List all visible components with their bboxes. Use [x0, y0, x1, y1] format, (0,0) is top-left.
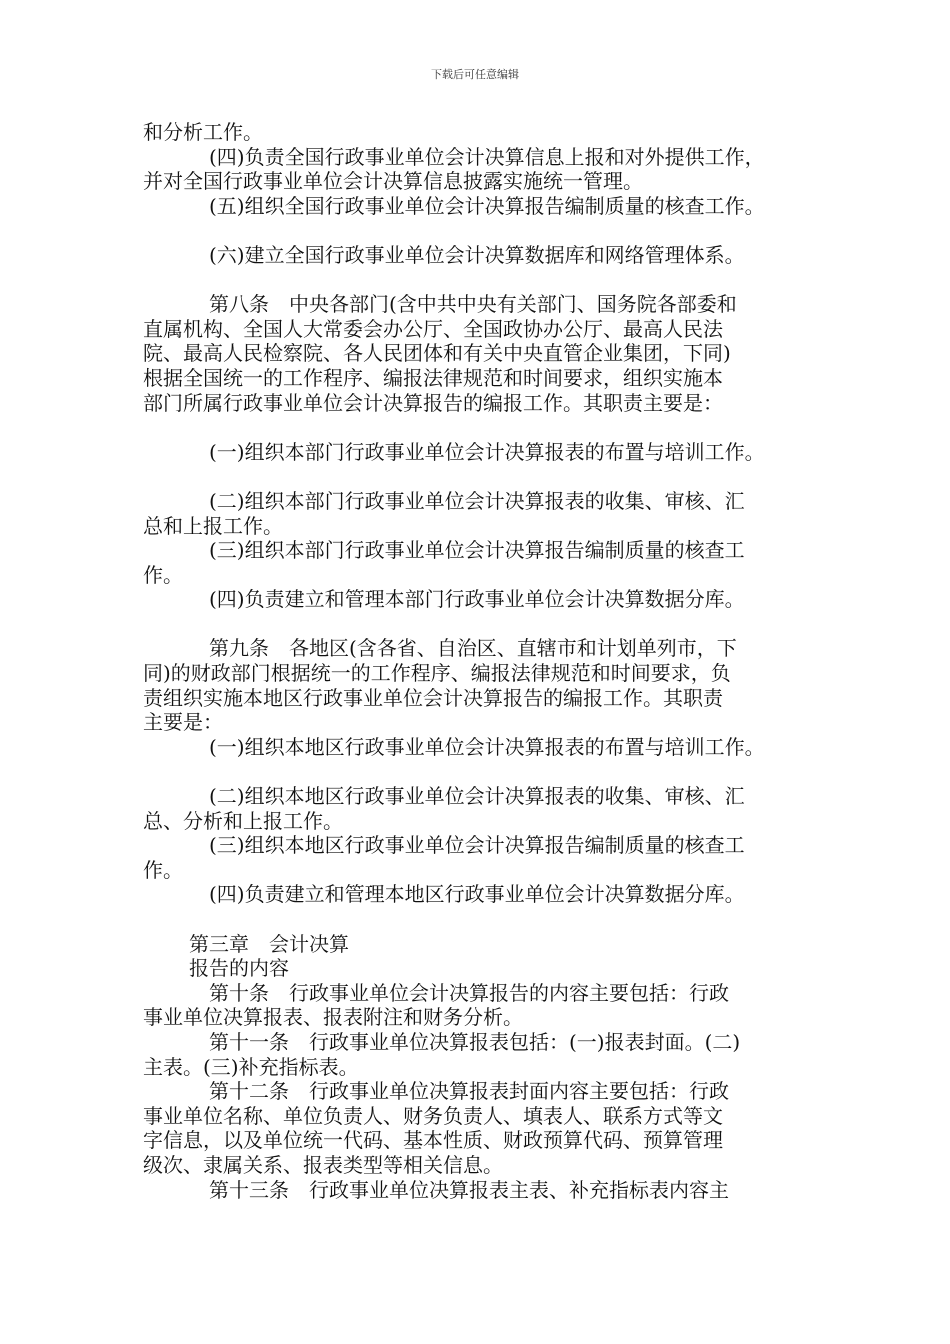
text-line: 总和上报工作。: [143, 513, 283, 538]
text-line: 事业单位名称、单位负责人、财务负责人、填表人、联系方式等文: [143, 1103, 723, 1128]
text-line: 主要是：: [143, 710, 223, 735]
paragraph-gap: [143, 612, 819, 637]
paragraph-gap: [143, 464, 819, 489]
paragraph-gap: [143, 218, 819, 243]
text-line: (二)组织本部门行政事业单位会计决算报表的收集、审核、汇: [209, 488, 745, 513]
paragraph-gap: [143, 907, 819, 932]
text-line: 院、最高人民检察院、各人民团体和有关中央直管企业集团，下同): [143, 341, 731, 366]
article-13-heading: 第十三条 行政事业单位决算报表主表、补充指标表内容主: [209, 1177, 729, 1202]
text-line: 级次、隶属关系、报表类型等相关信息。: [143, 1152, 503, 1177]
article-8-heading: 第八条 中央各部门(含中共中央有关部门、国务院各部委和: [209, 292, 737, 317]
text-line: 作。: [143, 857, 183, 882]
article-11-heading: 第十一条 行政事业单位决算报表包括：(一)报表封面。(二): [209, 1029, 741, 1054]
paragraph-gap: [143, 759, 819, 784]
text-line: (三)组织本部门行政事业单位会计决算报告编制质量的核查工: [209, 538, 745, 563]
text-line: 主表。(三)补充指标表。: [143, 1054, 359, 1079]
text-line: (一)组织本地区行政事业单位会计决算报表的布置与培训工作。: [209, 734, 765, 759]
text-line: 作。: [143, 562, 183, 587]
text-line: 总、分析和上报工作。: [143, 808, 343, 833]
paragraph-gap: [143, 268, 819, 293]
text-line: (四)负责建立和管理本部门行政事业单位会计决算数据分库。: [209, 587, 745, 612]
text-line: 并对全国行政事业单位会计决算信息披露实施统一管理。: [143, 169, 643, 194]
text-line: (四)负责全国行政事业单位会计决算信息上报和对外提供工作，: [209, 144, 765, 169]
article-10-heading: 第十条 行政事业单位会计决算报告的内容主要包括：行政: [209, 980, 729, 1005]
text-line: (六)建立全国行政事业单位会计决算数据库和网络管理体系。: [209, 242, 745, 267]
text-line: 直属机构、全国人大常委会办公厅、全国政协办公厅、最高人民法: [143, 316, 723, 341]
chapter-3-title: 第三章 会计决算: [189, 931, 349, 956]
text-line: 同)的财政部门根据统一的工作程序、编报法律规范和时间要求，负: [143, 661, 731, 686]
text-line: 根据全国统一的工作程序、编报法律规范和时间要求，组织实施本: [143, 365, 723, 390]
text-line: 字信息，以及单位统一代码、基本性质、财政预算代码、预算管理: [143, 1128, 723, 1153]
article-12-heading: 第十二条 行政事业单位决算报表封面内容主要包括：行政: [209, 1079, 729, 1104]
page-header-note: 下载后可任意编辑: [431, 68, 519, 81]
article-9-heading: 第九条 各地区(含各省、自治区、直辖市和计划单列市，下: [209, 636, 737, 661]
text-line: (二)组织本地区行政事业单位会计决算报表的收集、审核、汇: [209, 784, 745, 809]
chapter-3-title-cont: 报告的内容: [189, 956, 289, 981]
text-line: (四)负责建立和管理本地区行政事业单位会计决算数据分库。: [209, 882, 745, 907]
text-line: (五)组织全国行政事业单位会计决算报告编制质量的核查工作。: [209, 193, 765, 218]
document-body: [143, 120, 819, 1202]
text-line: 部门所属行政事业单位会计决算报告的编报工作。其职责主要是：: [143, 390, 723, 415]
text-line: (三)组织本地区行政事业单位会计决算报告编制质量的核查工: [209, 833, 745, 858]
text-line: (一)组织本部门行政事业单位会计决算报表的布置与培训工作。: [209, 439, 765, 464]
text-line: 和分析工作。: [143, 120, 263, 144]
text-line: 责组织实施本地区行政事业单位会计决算报告的编报工作。其职责: [143, 685, 723, 710]
paragraph-gap: [143, 415, 819, 440]
text-line: 事业单位决算报表、报表附注和财务分析。: [143, 1005, 523, 1030]
